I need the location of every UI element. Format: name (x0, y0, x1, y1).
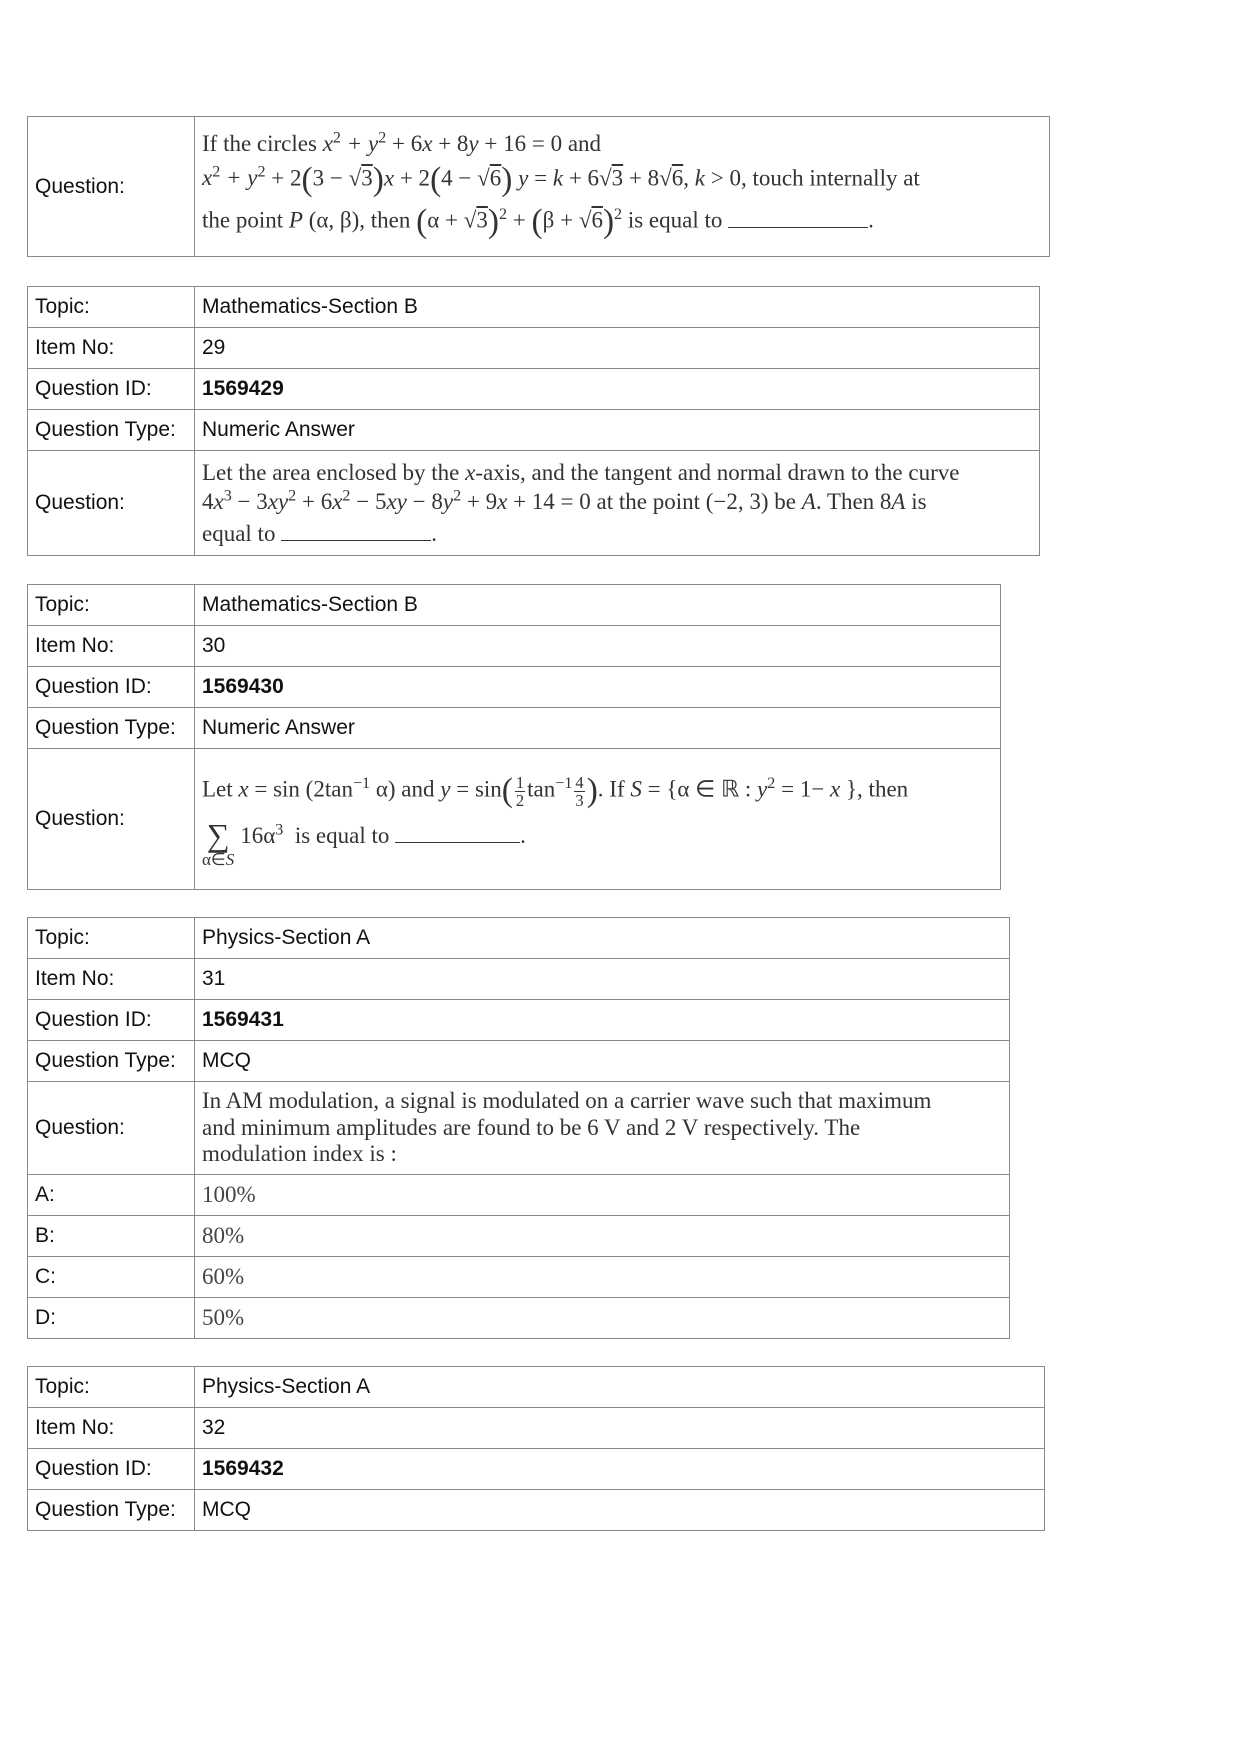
topic-value: Physics-Section A (195, 1367, 1045, 1408)
item-no-label: Item No: (28, 626, 195, 667)
topic-value: Mathematics-Section B (195, 585, 1001, 626)
item-no-value: 29 (195, 328, 1040, 369)
item-31-table (27, 917, 1010, 1339)
topic-label: Topic: (28, 1367, 195, 1408)
option-a-value: 100% (195, 1175, 1010, 1216)
question-type-label: Question Type: (28, 1041, 195, 1082)
question-id-label: Question ID: (28, 1000, 195, 1041)
question-text (195, 1082, 1010, 1175)
topic-label: Topic: (28, 287, 195, 328)
question-id-label: Question ID: (28, 667, 195, 708)
item-no-label: Item No: (28, 1408, 195, 1449)
question-line-3: equal to . (202, 517, 1032, 548)
topic-label: Topic: (28, 585, 195, 626)
question-type-value: MCQ (195, 1490, 1045, 1531)
question-id-value: 1569430 (195, 667, 1001, 708)
option-d-label: D: (28, 1298, 195, 1339)
item-no-value: 32 (195, 1408, 1045, 1449)
question-line-3: modulation index is : (202, 1141, 397, 1167)
question-text (195, 117, 1050, 257)
question-id-value: 1569431 (195, 1000, 1010, 1041)
question-id-value: 1569429 (195, 369, 1040, 410)
option-d-value: 50% (195, 1298, 1010, 1339)
topic-value: Physics-Section A (195, 918, 1010, 959)
question-label: Question: (28, 749, 195, 890)
question-line-2: $x^2 + y^2 + 2(3 - √3)x + 2(4 - √6) y = k + 6√3 + 8√6$, k > 0, touch internally at (202, 160, 920, 198)
item-30-table (27, 584, 1001, 890)
question-id-label: Question ID: (28, 369, 195, 410)
item-32-table (27, 1366, 1045, 1531)
question-type-label: Question Type: (28, 1490, 195, 1531)
question-type-value: Numeric Answer (195, 410, 1040, 451)
question-line-1: Let the area enclosed by the x-axis, and the tangent and normal drawn to the curve (202, 459, 960, 485)
topic-label: Topic: (28, 918, 195, 959)
question-type-value: MCQ (195, 1041, 1010, 1082)
question-28-table (27, 116, 1050, 257)
question-label: Question: (28, 1082, 195, 1175)
question-line-1: If the circles $x^2 + y^2 + 6x + 8y + 16 = 0$ and (202, 129, 602, 157)
item-no-value: 31 (195, 959, 1010, 1000)
question-line-2: ∑ α∈S $16\alpha^3$ is equal to . (202, 816, 526, 869)
question-line-2: and minimum amplitudes are found to be 6 V and 2 V respectively. The (202, 1114, 861, 1140)
summation-symbol: ∑ α∈S (202, 816, 235, 869)
option-b-label: B: (28, 1216, 195, 1257)
question-id-label: Question ID: (28, 1449, 195, 1490)
question-type-value: Numeric Answer (195, 708, 1001, 749)
question-label: Question: (28, 451, 195, 556)
option-c-value: 60% (195, 1257, 1010, 1298)
item-no-value: 30 (195, 626, 1001, 667)
question-line-3: the point P (α, β), then $(\alpha + √3)^2 + (\beta + √6)^2$ is equal to . (202, 203, 874, 241)
topic-value: Mathematics-Section B (195, 287, 1040, 328)
question-label: Question: (28, 117, 195, 257)
option-a-label: A: (28, 1175, 195, 1216)
question-id-value: 1569432 (195, 1449, 1045, 1490)
question-type-label: Question Type: (28, 410, 195, 451)
question-line-2: $4x^3 - 3xy^2 + 6x^2 - 5xy - 8y^2 + 9x + 14 = 0$ at the point (−2, 3) be A. Then 8A is (202, 487, 927, 515)
question-type-label: Question Type: (28, 708, 195, 749)
question-line-1: Let $x = \sin (2\tan^{-1}$ α) and y = sin( $\frac{1}{2}$ $\tan^{-1}$ $\frac{4}{3}$ ). If S = {α ∈ ℝ : $y^2 = 1- x$ }, then (202, 772, 909, 810)
item-no-label: Item No: (28, 328, 195, 369)
question-text (195, 451, 1040, 556)
item-29-table (27, 286, 1040, 556)
question-text (195, 749, 1001, 890)
question-line-1: In AM modulation, a signal is modulated on a carrier wave such that maximum (202, 1087, 932, 1113)
item-no-label: Item No: (28, 959, 195, 1000)
option-c-label: C: (28, 1257, 195, 1298)
option-b-value: 80% (195, 1216, 1010, 1257)
